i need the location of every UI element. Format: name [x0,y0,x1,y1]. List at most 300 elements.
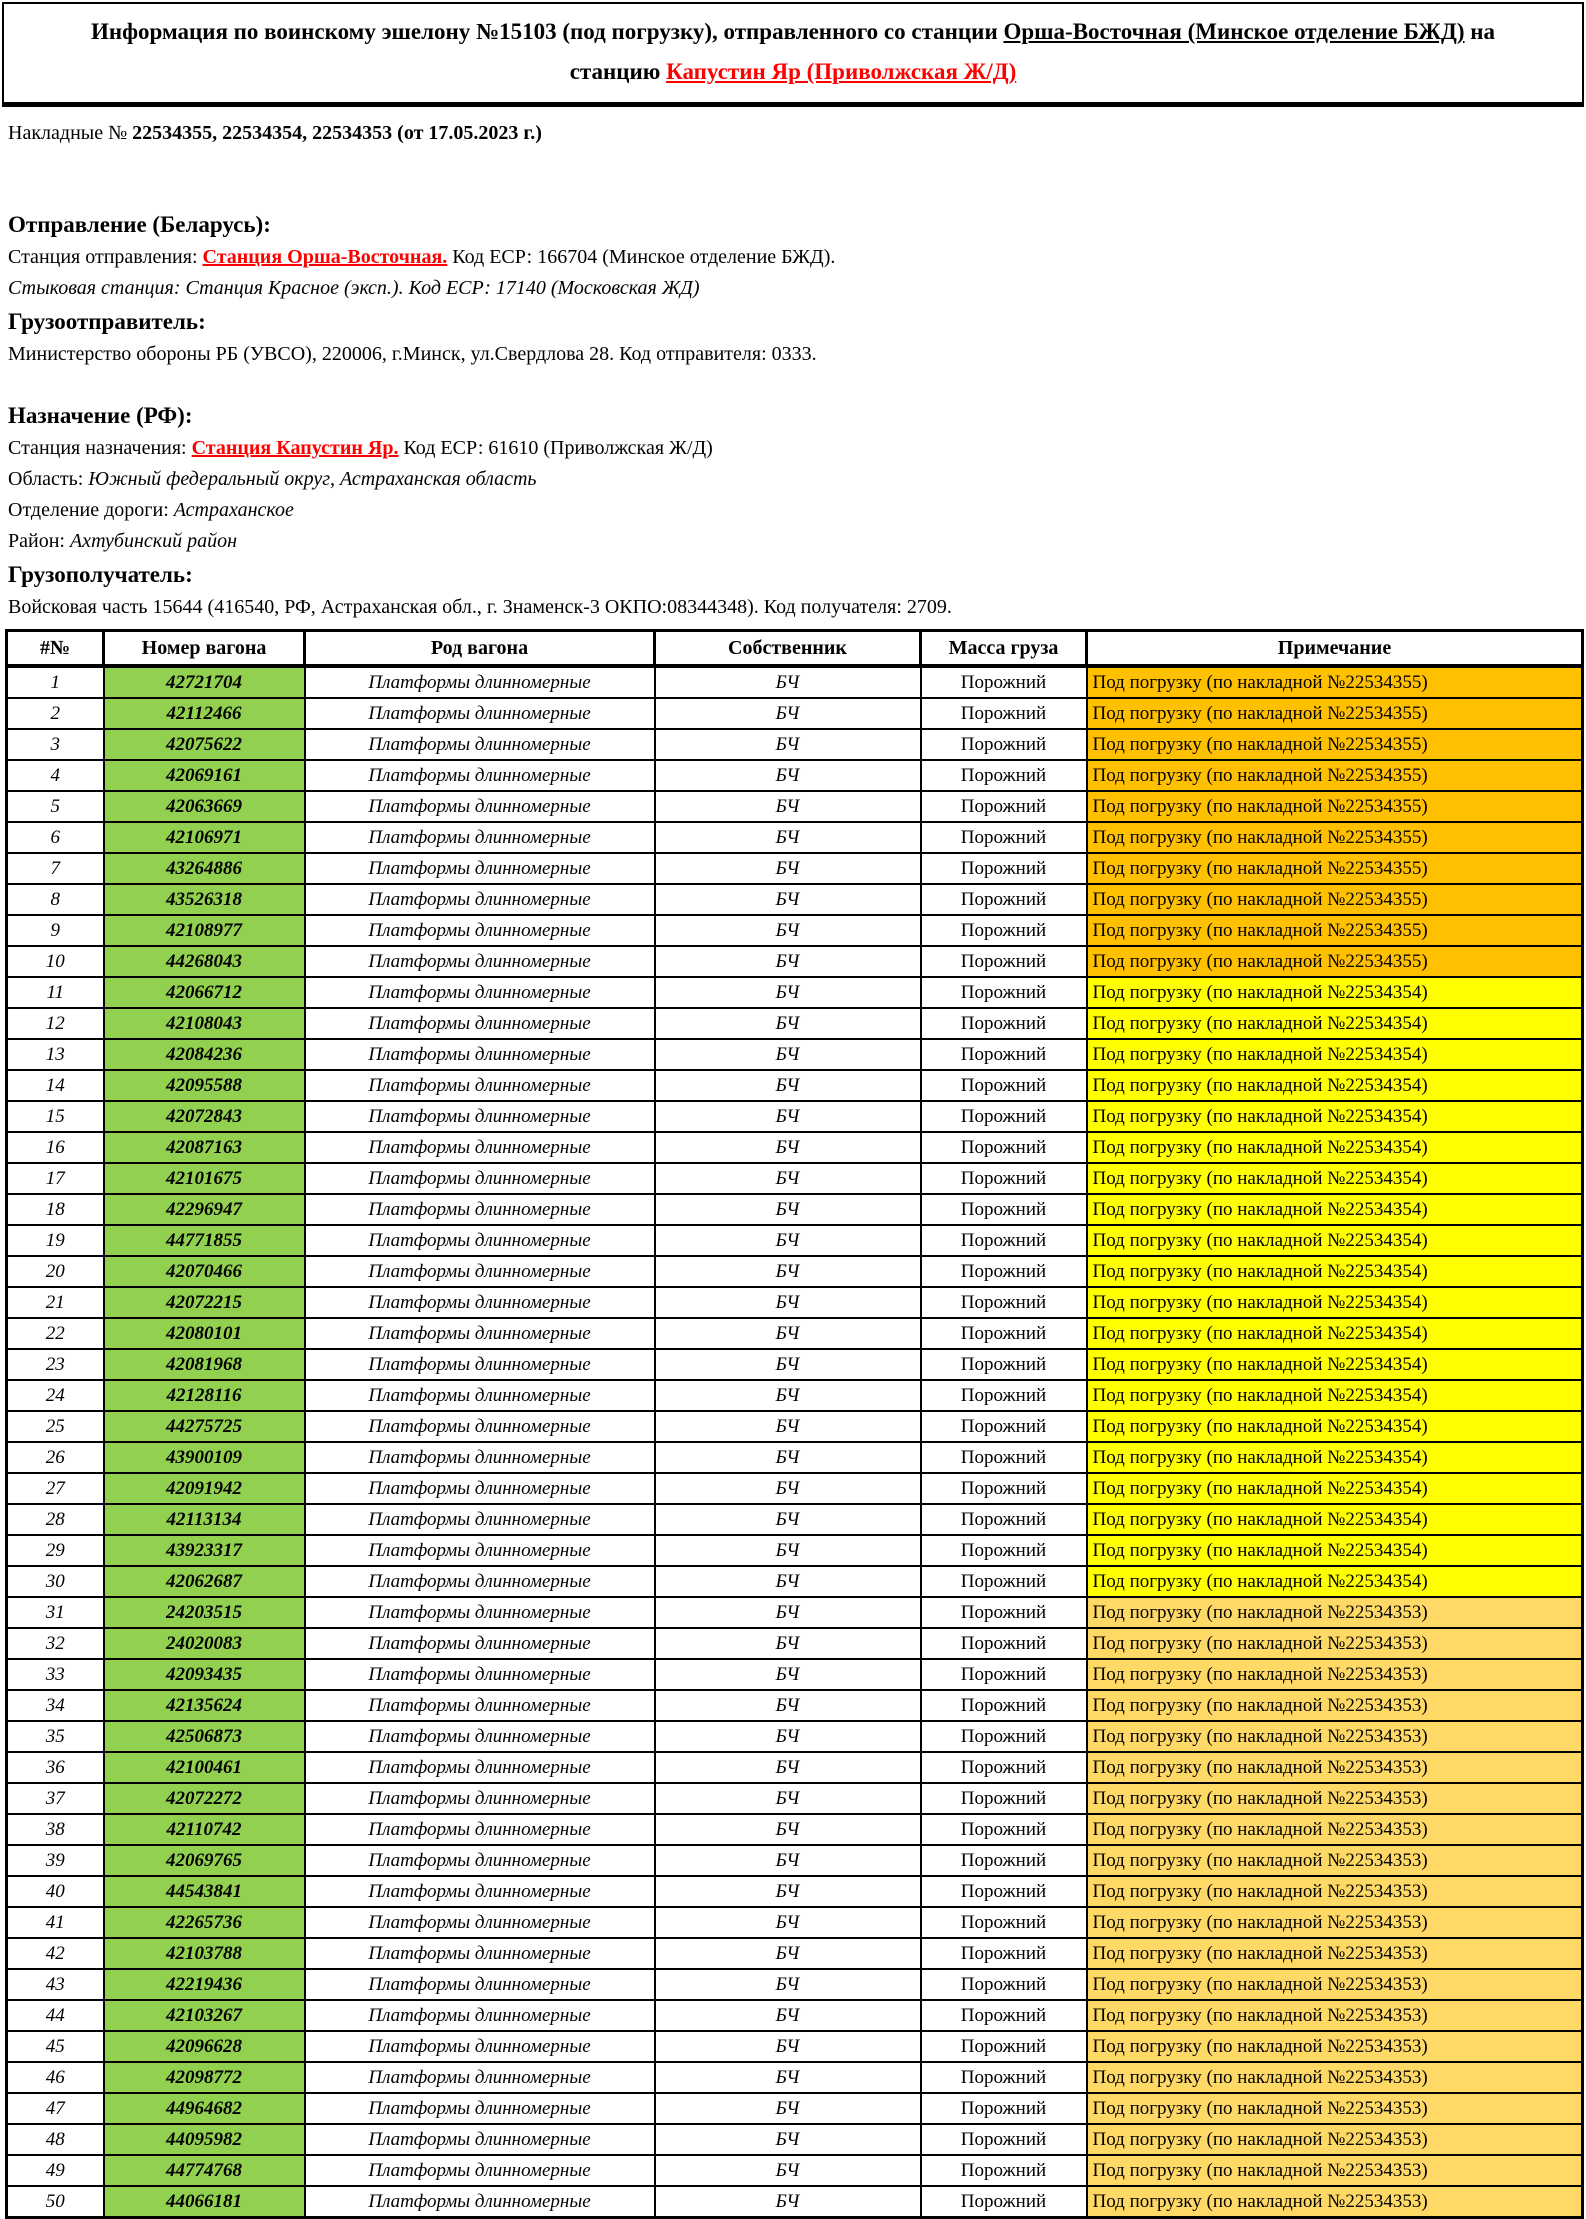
mass-cell: Порожний [921,1225,1087,1256]
table-row [7,1132,1583,1163]
owner-cell: БЧ [655,1194,921,1225]
owner-cell: БЧ [655,698,921,729]
table-row [7,1535,1583,1566]
table-row [7,1814,1583,1845]
table-row [7,1504,1583,1535]
mass-cell: Порожний [921,1194,1087,1225]
row-number-cell: 26 [7,1442,104,1473]
wagon-number-cell: 42103788 [104,1938,305,1969]
mass-cell: Порожний [921,1008,1087,1039]
row-number-cell: 33 [7,1659,104,1690]
consignee-line: Войсковая часть 15644 (416540, РФ, Астраханская обл., г. Знаменск-3 ОКПО:08344348). Код получателя: 2709. [8,596,952,618]
row-number-cell: 3 [7,729,104,760]
table-row [7,791,1583,822]
mass-cell: Порожний [921,729,1087,760]
note-cell: Под погрузку (по накладной №22534354) [1087,1132,1583,1163]
row-number-cell: 16 [7,1132,104,1163]
note-cell: Под погрузку (по накладной №22534355) [1087,946,1583,977]
table-row [7,1473,1583,1504]
owner-cell: БЧ [655,1597,921,1628]
wagon-type-cell: Платформы длинномерные [305,2031,655,2062]
region-label: Область: [8,468,89,490]
note-cell: Под погрузку (по накладной №22534353) [1087,1659,1583,1690]
table-row [7,1597,1583,1628]
wagon-table-body [7,666,1583,2218]
table-row [7,1907,1583,1938]
mass-cell: Порожний [921,2031,1087,2062]
owner-cell: БЧ [655,2031,921,2062]
departure-station-line [8,242,1578,273]
table-row [7,1349,1583,1380]
mass-cell: Порожний [921,1535,1087,1566]
row-number-cell: 27 [7,1473,104,1504]
wagon-number-cell: 44268043 [104,946,305,977]
wagon-type-cell: Платформы длинномерные [305,760,655,791]
mass-cell: Порожний [921,946,1087,977]
shipper-line: Министерство обороны РБ (УВСО), 220006, г.Минск, ул.Свердлова 28. Код отправителя: 0333. [8,343,817,365]
row-number-cell: 9 [7,915,104,946]
mass-cell: Порожний [921,1411,1087,1442]
wagon-number-cell: 42069765 [104,1845,305,1876]
wagon-number-cell: 44066181 [104,2186,305,2218]
note-cell: Под погрузку (по накладной №22534353) [1087,2000,1583,2031]
row-number-cell: 20 [7,1256,104,1287]
mass-cell: Порожний [921,1101,1087,1132]
owner-cell: БЧ [655,729,921,760]
division-label: Отделение дороги: [8,499,174,521]
wagon-number-cell: 42072843 [104,1101,305,1132]
wagon-number-cell: 42066712 [104,977,305,1008]
mass-cell: Порожний [921,1380,1087,1411]
owner-cell: БЧ [655,1814,921,1845]
wagon-type-cell: Платформы длинномерные [305,1008,655,1039]
mass-cell: Порожний [921,1659,1087,1690]
note-cell: Под погрузку (по накладной №22534354) [1087,1318,1583,1349]
wagon-type-cell: Платформы длинномерные [305,1659,655,1690]
header-owner: Собственник [655,631,921,667]
division-line [8,495,1578,526]
table-row [7,1969,1583,2000]
mass-cell: Порожний [921,884,1087,915]
table-row [7,915,1583,946]
wagon-number-cell: 42087163 [104,1132,305,1163]
wagon-type-cell: Платформы длинномерные [305,1597,655,1628]
waybills-value: 22534355, 22534354, 22534353 (от 17.05.2023 г.) [132,122,542,144]
wagon-type-cell: Платформы длинномерные [305,1783,655,1814]
departure-station-link[interactable]: Станция Орша-Восточная. [202,246,448,268]
table-header-row [7,631,1583,667]
note-cell: Под погрузку (по накладной №22534353) [1087,2186,1583,2218]
owner-cell: БЧ [655,1070,921,1101]
wagon-number-cell: 44095982 [104,2124,305,2155]
owner-cell: БЧ [655,1969,921,2000]
header-wagon-number: Номер вагона [104,631,305,667]
mass-cell: Порожний [921,1721,1087,1752]
mass-cell: Порожний [921,2124,1087,2155]
note-cell: Под погрузку (по накладной №22534354) [1087,1380,1583,1411]
owner-cell: БЧ [655,2186,921,2218]
wagon-number-cell: 44964682 [104,2093,305,2124]
note-cell: Под погрузку (по накладной №22534353) [1087,1969,1583,2000]
wagon-number-cell: 43900109 [104,1442,305,1473]
wagon-type-cell: Платформы длинномерные [305,1194,655,1225]
wagon-number-cell: 42084236 [104,1039,305,1070]
wagon-type-cell: Платформы длинномерные [305,1628,655,1659]
owner-cell: БЧ [655,915,921,946]
wagon-number-cell: 42069161 [104,760,305,791]
row-number-cell: 2 [7,698,104,729]
row-number-cell: 4 [7,760,104,791]
row-number-cell: 8 [7,884,104,915]
mass-cell: Порожний [921,853,1087,884]
mass-cell: Порожний [921,1070,1087,1101]
wagon-type-cell: Платформы длинномерные [305,1380,655,1411]
owner-cell: БЧ [655,1318,921,1349]
note-cell: Под погрузку (по накладной №22534355) [1087,853,1583,884]
owner-cell: БЧ [655,853,921,884]
wagon-type-cell: Платформы длинномерные [305,1287,655,1318]
note-cell: Под погрузку (по накладной №22534353) [1087,1690,1583,1721]
wagon-type-cell: Платформы длинномерные [305,1070,655,1101]
row-number-cell: 21 [7,1287,104,1318]
document-body [0,120,1586,623]
wagon-type-cell: Платформы длинномерные [305,1318,655,1349]
owner-cell: БЧ [655,1783,921,1814]
wagon-type-cell: Платформы длинномерные [305,1969,655,2000]
note-cell: Под погрузку (по накладной №22534354) [1087,1535,1583,1566]
owner-cell: БЧ [655,1225,921,1256]
owner-cell: БЧ [655,946,921,977]
owner-cell: БЧ [655,791,921,822]
wagon-number-cell: 43923317 [104,1535,305,1566]
table-row [7,666,1583,698]
row-number-cell: 13 [7,1039,104,1070]
mass-cell: Порожний [921,760,1087,791]
note-cell: Под погрузку (по накладной №22534354) [1087,1070,1583,1101]
note-cell: Под погрузку (по накладной №22534354) [1087,1101,1583,1132]
owner-cell: БЧ [655,666,921,698]
departure-station-rest: Код ЕСР: 166704 (Минское отделение БЖД). [447,246,836,268]
owner-cell: БЧ [655,1845,921,1876]
note-cell: Под погрузку (по накладной №22534354) [1087,1287,1583,1318]
table-row [7,1101,1583,1132]
division-value: Астраханское [173,499,294,521]
wagon-number-cell: 42113134 [104,1504,305,1535]
owner-cell: БЧ [655,977,921,1008]
wagon-type-cell: Платформы длинномерные [305,1566,655,1597]
wagon-number-cell: 42093435 [104,1659,305,1690]
mass-cell: Порожний [921,791,1087,822]
wagon-type-cell: Платформы длинномерные [305,1473,655,1504]
note-cell: Под погрузку (по накладной №22534354) [1087,1225,1583,1256]
note-cell: Под погрузку (по накладной №22534354) [1087,1163,1583,1194]
table-row [7,2031,1583,2062]
table-row [7,1721,1583,1752]
mass-cell: Порожний [921,2093,1087,2124]
row-number-cell: 35 [7,1721,104,1752]
note-cell: Под погрузку (по накладной №22534353) [1087,1721,1583,1752]
header-wagon-type: Род вагона [305,631,655,667]
note-cell: Под погрузку (по накладной №22534355) [1087,791,1583,822]
destination-station-line [8,433,1578,464]
note-cell: Под погрузку (по накладной №22534355) [1087,729,1583,760]
owner-cell: БЧ [655,1659,921,1690]
destination-station-link[interactable]: Станция Капустин Яр. [191,437,399,459]
wagon-number-cell: 42103267 [104,2000,305,2031]
owner-cell: БЧ [655,1256,921,1287]
mass-cell: Порожний [921,1349,1087,1380]
mass-cell: Порожний [921,1163,1087,1194]
wagon-type-cell: Платформы длинномерные [305,666,655,698]
owner-cell: БЧ [655,1473,921,1504]
table-row [7,1628,1583,1659]
row-number-cell: 39 [7,1845,104,1876]
table-row [7,1194,1583,1225]
row-number-cell: 19 [7,1225,104,1256]
wagon-number-cell: 42096628 [104,2031,305,2062]
origin-station-link[interactable]: Орша-Восточная (Минское отделение БЖД) [1003,19,1465,44]
wagon-type-cell: Платформы длинномерные [305,1039,655,1070]
wagon-number-cell: 42721704 [104,666,305,698]
table-row [7,2124,1583,2155]
mass-cell: Порожний [921,1287,1087,1318]
row-number-cell: 10 [7,946,104,977]
wagon-number-cell: 42112466 [104,698,305,729]
table-row [7,2062,1583,2093]
owner-cell: БЧ [655,1504,921,1535]
row-number-cell: 7 [7,853,104,884]
note-cell: Под погрузку (по накладной №22534355) [1087,822,1583,853]
note-cell: Под погрузку (по накладной №22534354) [1087,1349,1583,1380]
wagon-type-cell: Платформы длинномерные [305,884,655,915]
table-row [7,1318,1583,1349]
wagon-number-cell: 42219436 [104,1969,305,2000]
wagon-type-cell: Платформы длинномерные [305,915,655,946]
table-row [7,1442,1583,1473]
wagon-type-cell: Платформы длинномерные [305,1504,655,1535]
owner-cell: БЧ [655,1628,921,1659]
table-row [7,2093,1583,2124]
wagon-number-cell: 42072272 [104,1783,305,1814]
row-number-cell: 44 [7,2000,104,2031]
note-cell: Под погрузку (по накладной №22534353) [1087,2155,1583,2186]
header-note: Примечание [1087,631,1583,667]
mass-cell: Порожний [921,1566,1087,1597]
wagon-number-cell: 42110742 [104,1814,305,1845]
owner-cell: БЧ [655,2093,921,2124]
note-cell: Под погрузку (по накладной №22534353) [1087,2124,1583,2155]
row-number-cell: 50 [7,2186,104,2218]
wagon-type-cell: Платформы длинномерные [305,1690,655,1721]
table-row [7,1411,1583,1442]
note-cell: Под погрузку (по накладной №22534353) [1087,1938,1583,1969]
wagon-number-cell: 44774768 [104,2155,305,2186]
wagon-number-cell: 42265736 [104,1907,305,1938]
region-line [8,464,1578,495]
mass-cell: Порожний [921,2062,1087,2093]
table-row [7,698,1583,729]
wagon-number-cell: 42081968 [104,1349,305,1380]
table-row [7,1008,1583,1039]
row-number-cell: 42 [7,1938,104,1969]
mass-cell: Порожний [921,2186,1087,2218]
wagon-type-cell: Платформы длинномерные [305,1256,655,1287]
wagon-number-cell: 42070466 [104,1256,305,1287]
table-row [7,1876,1583,1907]
wagon-number-cell: 24020083 [104,1628,305,1659]
mass-cell: Порожний [921,1473,1087,1504]
note-cell: Под погрузку (по накладной №22534354) [1087,1194,1583,1225]
wagon-type-cell: Платформы длинномерные [305,2155,655,2186]
row-number-cell: 43 [7,1969,104,2000]
wagon-type-cell: Платформы длинномерные [305,2000,655,2031]
mass-cell: Порожний [921,666,1087,698]
wagon-table [5,629,1584,2219]
wagon-type-cell: Платформы длинномерные [305,946,655,977]
destination-station-label: Станция назначения: [8,437,192,459]
junction-station-line: Стыковая станция: Станция Красное (эксп.). Код ЕСР: 17140 (Московская ЖД) [8,277,700,299]
destination-station-rest: Код ЕСР: 61610 (Приволжская Ж/Д) [398,437,713,459]
wagon-number-cell: 42106971 [104,822,305,853]
wagon-number-cell: 44275725 [104,1411,305,1442]
table-row [7,1287,1583,1318]
row-number-cell: 1 [7,666,104,698]
note-cell: Под погрузку (по накладной №22534354) [1087,1473,1583,1504]
row-number-cell: 18 [7,1194,104,1225]
wagon-type-cell: Платформы длинномерные [305,977,655,1008]
departure-heading: Отправление (Беларусь): [8,212,271,237]
row-number-cell: 30 [7,1566,104,1597]
note-cell: Под погрузку (по накладной №22534353) [1087,2062,1583,2093]
note-cell: Под погрузку (по накладной №22534355) [1087,698,1583,729]
row-number-cell: 46 [7,2062,104,2093]
district-line [8,526,1578,557]
mass-cell: Порожний [921,822,1087,853]
row-number-cell: 36 [7,1752,104,1783]
row-number-cell: 14 [7,1070,104,1101]
note-cell: Под погрузку (по накладной №22534353) [1087,1628,1583,1659]
note-cell: Под погрузку (по накладной №22534354) [1087,1256,1583,1287]
wagon-number-cell: 42101675 [104,1163,305,1194]
owner-cell: БЧ [655,1535,921,1566]
table-row [7,2155,1583,2186]
district-label: Район: [8,530,70,552]
note-cell: Под погрузку (по накладной №22534354) [1087,1411,1583,1442]
mass-cell: Порожний [921,1814,1087,1845]
mass-cell: Порожний [921,2000,1087,2031]
table-row [7,1752,1583,1783]
region-value: Южный федеральный округ, Астраханская область [88,468,537,490]
row-number-cell: 49 [7,2155,104,2186]
note-cell: Под погрузку (по накладной №22534354) [1087,1504,1583,1535]
wagon-number-cell: 42296947 [104,1194,305,1225]
table-row [7,946,1583,977]
wagon-type-cell: Платформы длинномерные [305,1938,655,1969]
row-number-cell: 40 [7,1876,104,1907]
wagon-type-cell: Платформы длинномерные [305,2124,655,2155]
owner-cell: БЧ [655,2000,921,2031]
note-cell: Под погрузку (по накладной №22534353) [1087,1783,1583,1814]
owner-cell: БЧ [655,1411,921,1442]
shipper-heading: Грузоотправитель: [8,309,206,334]
owner-cell: БЧ [655,2062,921,2093]
note-cell: Под погрузку (по накладной №22534353) [1087,1845,1583,1876]
owner-cell: БЧ [655,1349,921,1380]
mass-cell: Порожний [921,1039,1087,1070]
wagon-type-cell: Платформы длинномерные [305,1845,655,1876]
row-number-cell: 32 [7,1628,104,1659]
row-number-cell: 48 [7,2124,104,2155]
wagon-type-cell: Платформы длинномерные [305,698,655,729]
wagon-type-cell: Платформы длинномерные [305,2186,655,2218]
mass-cell: Порожний [921,698,1087,729]
row-number-cell: 34 [7,1690,104,1721]
wagon-number-cell: 42095588 [104,1070,305,1101]
note-cell: Под погрузку (по накладной №22534353) [1087,1597,1583,1628]
wagon-number-cell: 42075622 [104,729,305,760]
owner-cell: БЧ [655,822,921,853]
header-row-number: #№ [7,631,104,667]
owner-cell: БЧ [655,1163,921,1194]
note-cell: Под погрузку (по накладной №22534355) [1087,915,1583,946]
owner-cell: БЧ [655,1008,921,1039]
table-row [7,1256,1583,1287]
consignee-heading: Грузополучатель: [8,562,193,587]
note-cell: Под погрузку (по накладной №22534353) [1087,1907,1583,1938]
header-mass: Масса груза [921,631,1087,667]
note-cell: Под погрузку (по накладной №22534354) [1087,1566,1583,1597]
row-number-cell: 47 [7,2093,104,2124]
owner-cell: БЧ [655,1938,921,1969]
note-cell: Под погрузку (по накладной №22534353) [1087,2031,1583,2062]
row-number-cell: 15 [7,1101,104,1132]
row-number-cell: 37 [7,1783,104,1814]
wagon-number-cell: 42062687 [104,1566,305,1597]
table-row [7,1225,1583,1256]
wagon-number-cell: 44543841 [104,1876,305,1907]
row-number-cell: 5 [7,791,104,822]
destination-station-link[interactable]: Капустин Яр (Приволжская Ж/Д) [666,59,1017,84]
note-cell: Под погрузку (по накладной №22534354) [1087,1039,1583,1070]
document-title [2,2,1584,107]
wagon-type-cell: Платформы длинномерные [305,1101,655,1132]
mass-cell: Порожний [921,1969,1087,2000]
owner-cell: БЧ [655,1380,921,1411]
table-row [7,1566,1583,1597]
note-cell: Под погрузку (по накладной №22534355) [1087,666,1583,698]
table-row [7,2000,1583,2031]
title-text-part2: на станцию [569,19,1496,84]
owner-cell: БЧ [655,884,921,915]
wagon-number-cell: 44771855 [104,1225,305,1256]
row-number-cell: 17 [7,1163,104,1194]
note-cell: Под погрузку (по накладной №22534353) [1087,1814,1583,1845]
owner-cell: БЧ [655,2124,921,2155]
wagon-number-cell: 42080101 [104,1318,305,1349]
table-row [7,1659,1583,1690]
row-number-cell: 28 [7,1504,104,1535]
wagon-type-cell: Платформы длинномерные [305,853,655,884]
mass-cell: Порожний [921,1783,1087,1814]
wagon-type-cell: Платформы длинномерные [305,791,655,822]
owner-cell: БЧ [655,1442,921,1473]
table-row [7,729,1583,760]
wagon-number-cell: 42108043 [104,1008,305,1039]
wagon-type-cell: Платформы длинномерные [305,729,655,760]
table-row [7,853,1583,884]
table-row [7,1845,1583,1876]
row-number-cell: 31 [7,1597,104,1628]
